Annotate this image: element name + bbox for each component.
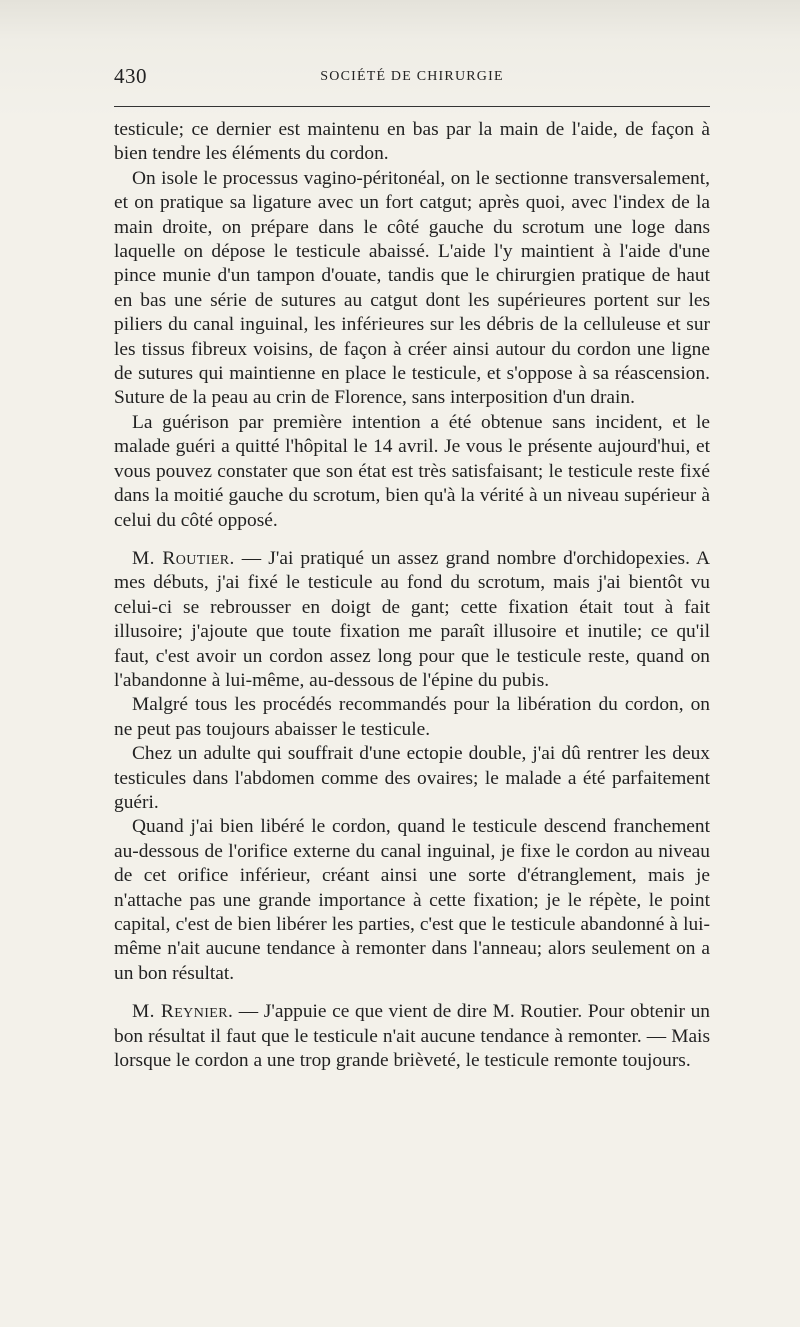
- paragraph-text: On isole le processus vagino-péritonéal, on le sectionne transversalement, et on pratique sa ligature avec un fort catgut; après quoi, avec l'index de la main droite, on prépare dans le côté gauche du scrotum une loge dans laquelle on dépose le testicule abaissé. L'aide l'y maintient à l'aide d'une pince munie d'un tampon d'ouate, tandis que le chirurgien pratique de haut en bas une série de sutures au catgut dont les supérieures portent sur les piliers du canal inguinal, les inférieures sur les débris de la celluleuse et sur les tissus fibreux voisins, de façon à créer ainsi autour du cordon une ligne de sutures qui maintienne en place le testicule, et s'oppose à sa réascension. Suture de la peau au crin de Florence, sans interposition d'un drain.: [114, 167, 710, 409]
- speaker-name: M. Routier.: [132, 547, 235, 569]
- paragraph-liberation: [114, 693, 710, 742]
- running-title: SOCIÉTÉ DE CHIRURGIE: [320, 69, 504, 84]
- paragraph-text: — J'ai pratiqué un assez grand nombre d'orchidopexies. A mes débuts, j'ai fixé le testicule au fond du scrotum, mais j'ai bientôt vu celui-ci se rebrousser en doigt de gant; cette fixation était tout à fait illusoire; j'ajoute que toute fixation me paraît illusoire et inutile; ce qu'il faut, c'est avoir un cordon assez long pour que le testicule reste, quand on l'abandonne à lui-même, au-dessous de l'épine du pubis.: [114, 547, 710, 691]
- paragraph-text: testicule; ce dernier est maintenu en bas par la main de l'aide, de façon à bien tendre les éléments du cordon.: [114, 119, 710, 165]
- paragraph-text: Quand j'ai bien libéré le cordon, quand le testicule descend franchement au-dessous de l'orifice externe du canal inguinal, je fixe le cordon au niveau de cet orifice inférieur, créant ainsi une sorte d'étranglement, mais je n'attache pas une grande importance à cette fixation; je le répète, le point capital, c'est de bien libérer les parties, c'est que le testicule abandonné à lui-même n'ait aucune tendance à remonter dans l'anneau; alors seulement on a un bon résultat.: [114, 816, 710, 984]
- paragraph-outcome: [114, 411, 710, 533]
- paragraph-text: — J'appuie ce que vient de dire M. Routier. Pour obtenir un bon résultat il faut que le testicule n'ait aucune tendance à remonter. — Mais lorsque le cordon a une trop grande brièveté, le testicule remonte toujours.: [114, 1001, 710, 1072]
- paragraph-procedure: [114, 167, 710, 411]
- body-text: [114, 118, 710, 1073]
- paragraph-text: Chez un adulte qui souffrait d'une ectopie double, j'ai dû rentrer les deux testicules dans l'abdomen comme des ovaires; le malade a été parfaitement guéri.: [114, 743, 710, 813]
- paragraph-reynier-remarks: [114, 1000, 710, 1073]
- page-header: [114, 64, 710, 90]
- speaker-name: M. Reynier.: [132, 1001, 234, 1023]
- paragraph-continuation: [114, 118, 710, 167]
- paragraph-text: Malgré tous les procédés recommandés pour la libération du cordon, on ne peut pas toujours abaisser le testicule.: [114, 694, 710, 740]
- paragraph-adult-case: [114, 742, 710, 815]
- paragraph-routier-remarks: [114, 547, 710, 693]
- paragraph-fixation: [114, 815, 710, 986]
- paragraph-text: La guérison par première intention a été obtenue sans incident, et le malade guéri a quitté l'hôpital le 14 avril. Je vous le présente aujourd'hui, et vous pouvez constater que son état est très satisfaisant; le testicule reste fixé dans la moitié gauche du scrotum, bien qu'à la vérité à un niveau supérieur à celui du côté opposé.: [114, 411, 710, 531]
- page-number: 430: [114, 64, 147, 88]
- header-rule: [114, 106, 710, 107]
